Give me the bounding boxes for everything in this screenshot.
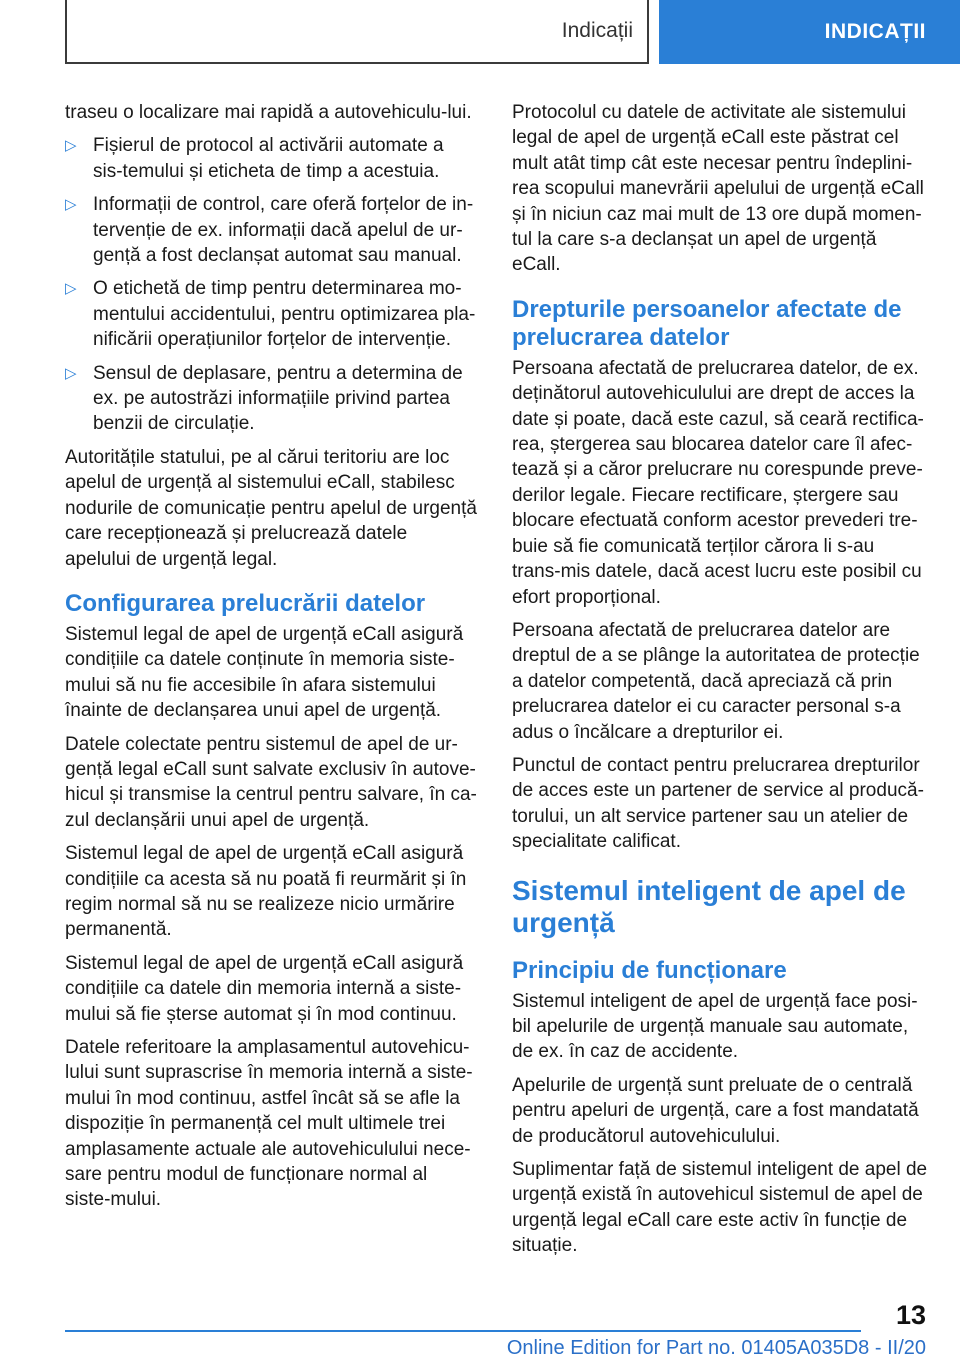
- heading-operating-principle: Principiu de funcționare: [512, 956, 787, 984]
- triangle-right-icon: ▷: [65, 364, 77, 382]
- paragraph: Sistemul legal de apel de urgență eCall asigură condițiile ca datele conținute în memoria siste-mului să nu fie accesibile în afara sistemului înainte de declanșarea unui apel de urgență.: [65, 623, 464, 722]
- paragraph: Protocolul cu datele de activitate ale sistemului legal de apel de urgență eCall este păstrat cel mult atât timp cât este necesar pentru îndeplini-rea scopului manevrării apelului de urgență eCall și în niciun caz mai mult de 13 ore după momen-tul la care s-a declanșat un apel de urgență eCall.: [512, 102, 924, 276]
- list-item-text: O etichetă de timp pentru determinarea mo-mentului accidentului, pentru optimizarea pla-nificării operațiunilor forțelor de intervenție.: [93, 278, 476, 351]
- heading-data-processing-config: Configurarea prelucrării datelor: [65, 589, 426, 617]
- heading-data-subject-rights: Drepturile persoanelor afectate de prelucrarea datelor: [512, 295, 902, 351]
- heading-intelligent-emergency-call: Sistemul inteligent de apel de urgență: [512, 874, 906, 938]
- header-chapter-tab: [659, 0, 960, 64]
- list-item: [65, 192, 477, 268]
- header-section-label: Indicații: [561, 19, 633, 42]
- paragraph: Persoana afectată de prelucrarea datelor are dreptul de a se plânge la autoritatea de protecție a datelor competentă, dacă apreciază că prin prelucrarea datelor ei cu caracter personal s-a adus o încălcare a drepturilor ei.: [512, 619, 920, 743]
- list-item: [65, 133, 477, 184]
- header-section-box: [65, 0, 649, 64]
- paragraph: Sistemul inteligent de apel de urgență face posi-bil apelurile de urgență manuale sau automate, de ex. în caz de accidente.: [512, 990, 918, 1063]
- left-column: [65, 100, 477, 1221]
- paragraph: Persoana afectată de prelucrarea datelor, de ex. deținătorul autovehiculului are drept de acces la date și poate, dacă este cazul, să ceară rectifica-rea, ștergerea sau blocarea datelor care îl afec-tează și a căror prelucrare nu corespunde preve-derilor legale. Fiecare rectificare, ștergere sau blocare efectuată conform acestor prevederi tre-buie să fie comunicată terților cărora li s-au trans-mis datele, dacă acest lucru este posibil cu efort proporțional.: [512, 357, 924, 608]
- paragraph: Punctul de contact pentru prelucrarea drepturilor de acces este un partener de service al producă-torului, un alt service partener sau un atelier de specialitate calificat.: [512, 754, 924, 853]
- list-item: [65, 276, 477, 352]
- paragraph: Suplimentar față de sistemul inteligent de apel de urgență există în autovehicul sistemul de apel de urgență legal eCall care este activ în funcție de situație.: [512, 1159, 928, 1257]
- triangle-right-icon: ▷: [65, 137, 77, 155]
- paragraph: Datele colectate pentru sistemul de apel de ur-gență legal eCall sunt salvate exclusiv în autove-hicul și transmise la centrul pentru salvare, în ca-zul declanșării unui apel de urgență.: [65, 733, 477, 831]
- paragraph: Sistemul legal de apel de urgență eCall asigură condițiile ca datele din memoria internă a siste-mului să fie șterse automat și în mod continuu.: [65, 952, 464, 1025]
- page-number: 13: [895, 1300, 926, 1330]
- list-item-text: Informații de control, care oferă forțelor de in-tervenție de ex. informații dacă apelul de ur-gență a fost declanșat automat sau manual.: [93, 194, 474, 267]
- paragraph: Datele referitoare la amplasamentul autovehicu-lului sunt suprascrise în memoria internă a siste-mului în mod continuu, astfel încât să se afle la dispoziție în permanență cel mult ultimele trei amplasamente actuale ale autovehiculului nece-sare pentru modul de funcționare normal al siste-mului.: [65, 1037, 473, 1211]
- list-item: [65, 361, 477, 437]
- paragraph: Sistemul legal de apel de urgență eCall asigură condițiile ca acesta să nu poată fi reurmărit și în regim normal să nu se realizeze nicio urmărire permanentă.: [65, 843, 467, 941]
- header-chapter-label: INDICAȚII: [824, 20, 926, 43]
- triangle-right-icon: ▷: [65, 280, 77, 298]
- bullet-continuation: traseu o localizare mai rapidă a autovehiculu-lui.: [65, 102, 472, 123]
- paragraph: Autoritățile statului, pe al cărui teritoriu are loc apelul de urgență al sistemului eCall, stabilesc nodurile de comunicație pentru apelul de urgență care recepționează și prelucrează datele apelului de urgență legal.: [65, 446, 477, 570]
- triangle-right-icon: ▷: [65, 196, 77, 214]
- list-item-text: Sensul de deplasare, pentru a determina de ex. pe autostrăzi informațiile privind partea benzii de circulație.: [93, 362, 463, 435]
- paragraph: Apelurile de urgență sunt preluate de o centrală pentru apeluri de urgență, care a fost mandatată de producătorul autovehiculului.: [512, 1074, 919, 1147]
- right-column: [512, 100, 928, 1267]
- footer-divider: [65, 1330, 861, 1332]
- footer-edition: Online Edition for Part no. 01405A035D8 - II/20: [506, 1337, 926, 1359]
- list-item-text: Fișierul de protocol al activării automate a sis-temului și eticheta de timp a acestuia.: [93, 135, 444, 182]
